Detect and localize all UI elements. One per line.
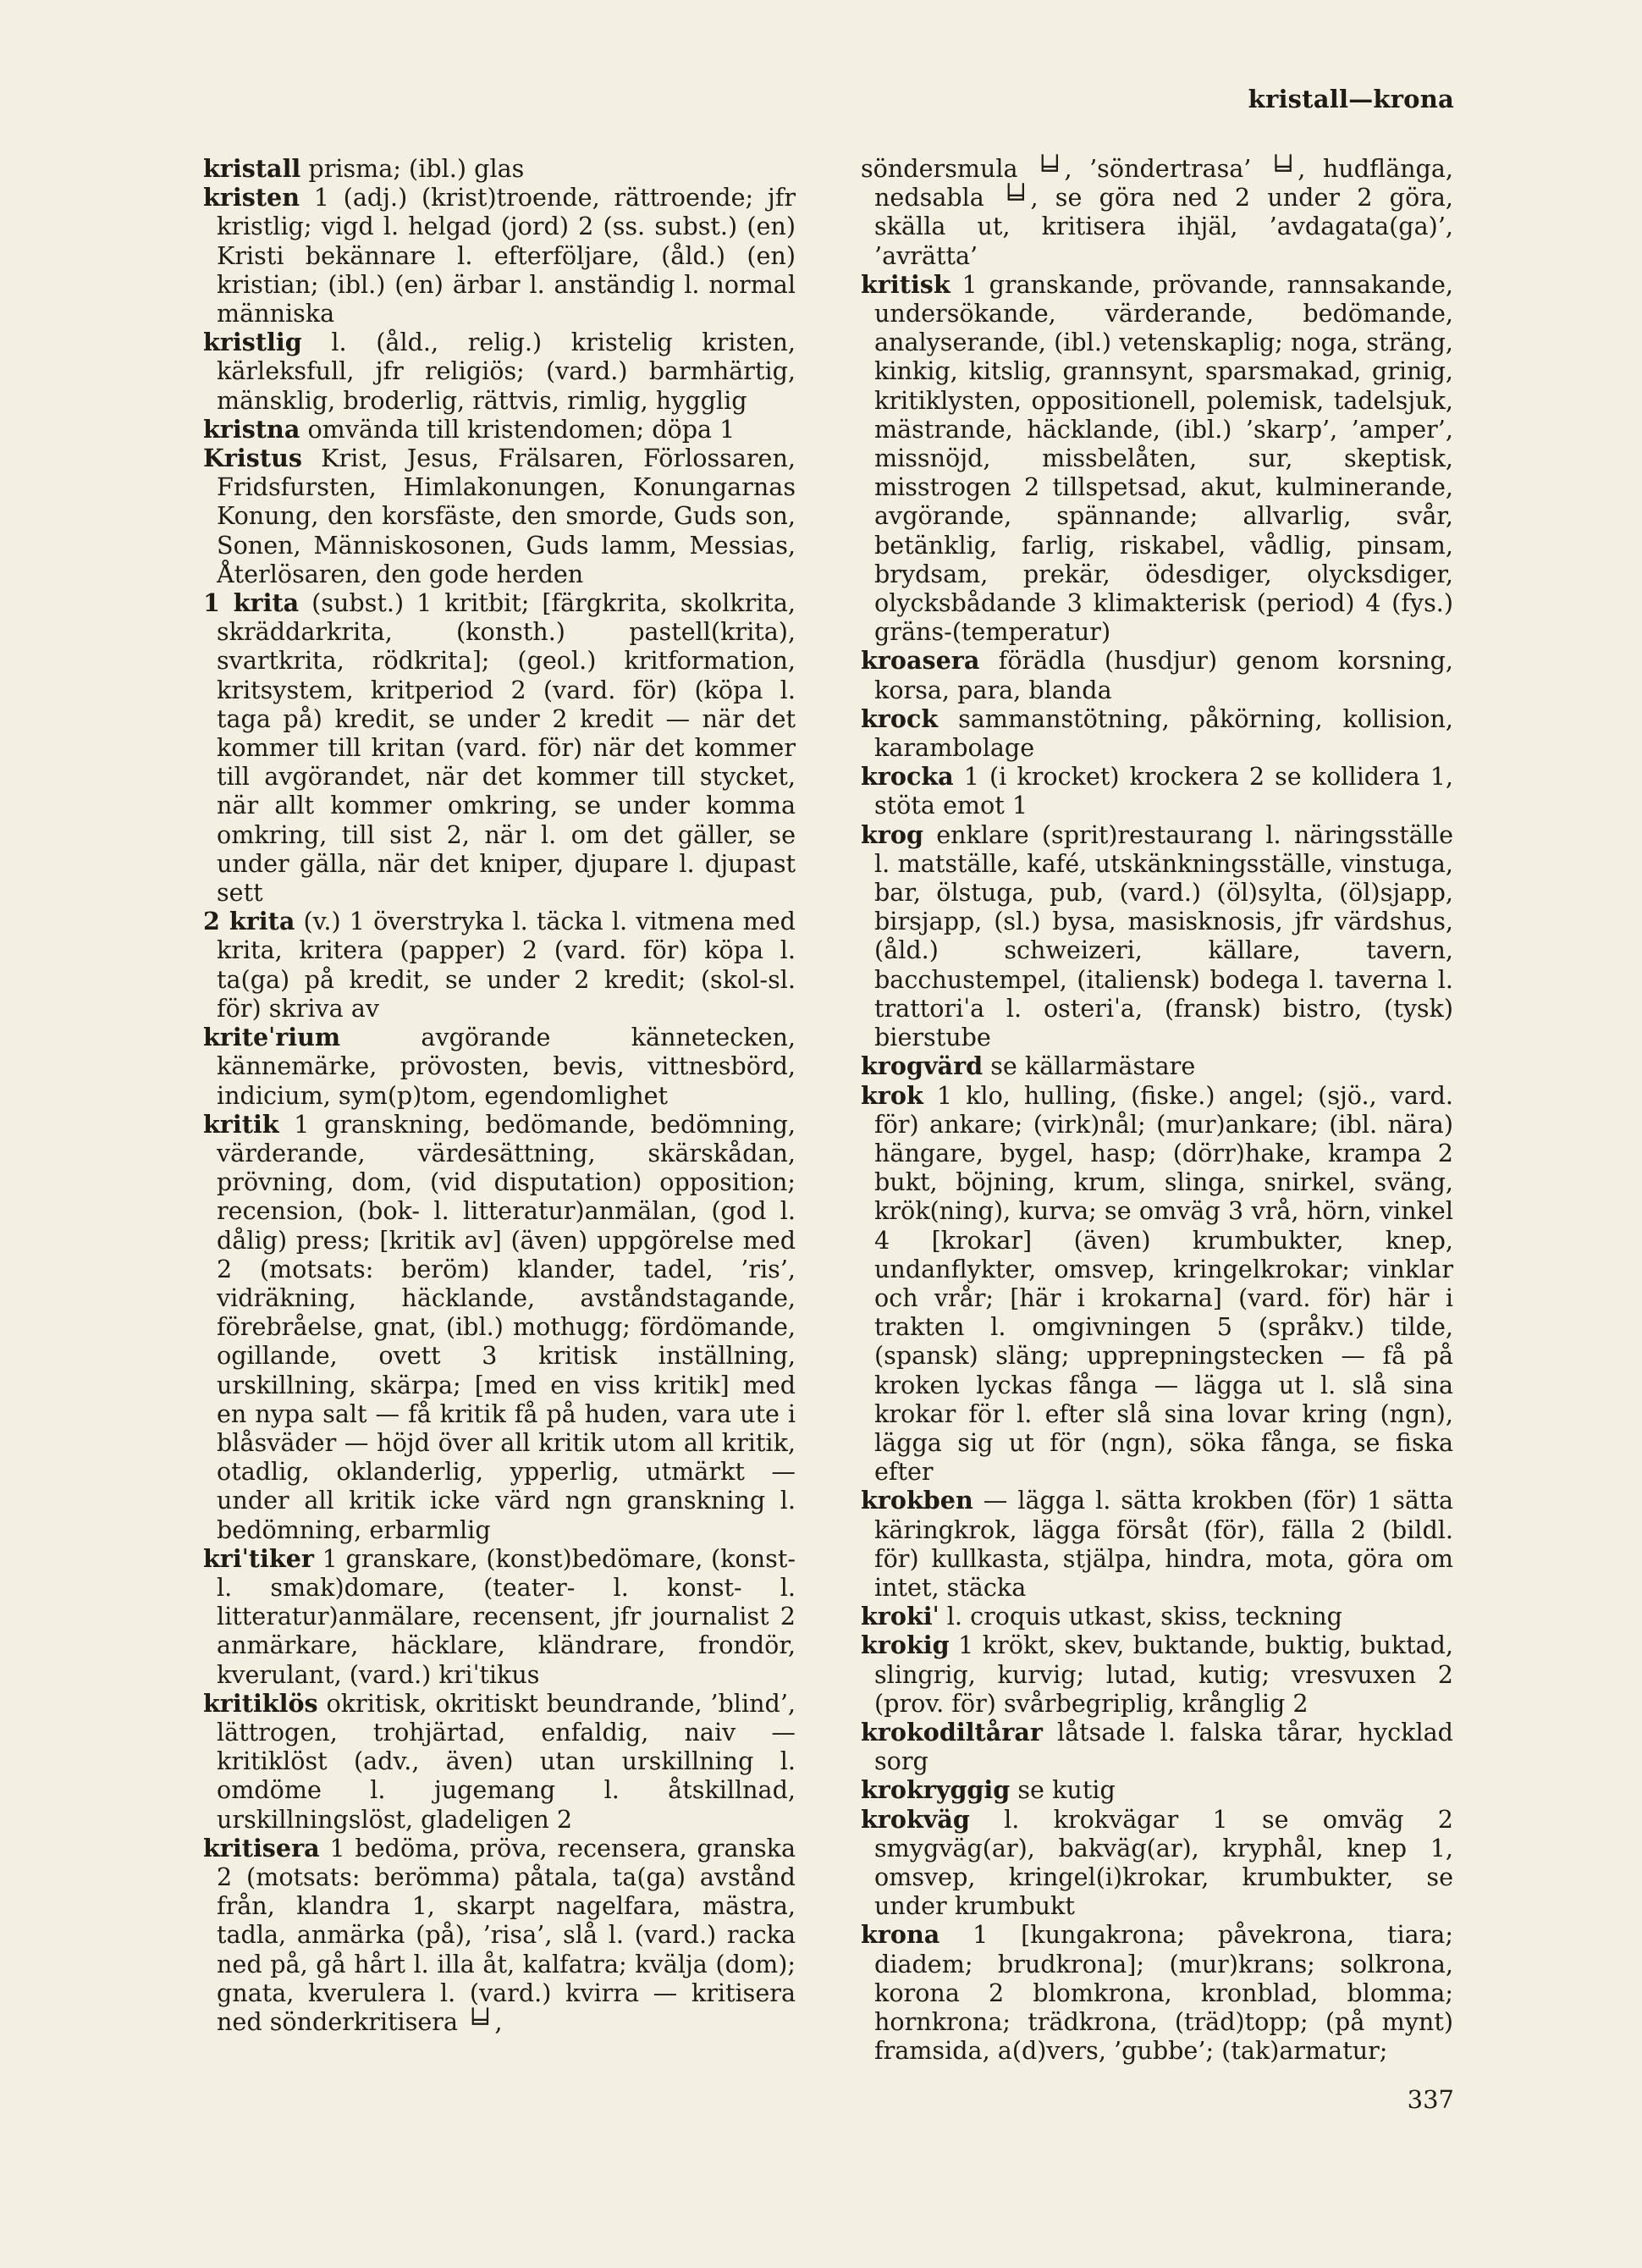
- entry: [203, 154, 796, 183]
- entry-text: 1 krökt, skev, buktande, buktig, buktad, slingrig, kurvig; lutad, kutig; vresvuxen 2 (prov. för) svårbegriplig, krånglig 2: [874, 1631, 1453, 1718]
- entry: [861, 1805, 1453, 1921]
- entry-text: enklare (sprit)restaurang l. näringsställe l. matställe, kafé, utskänkningsställe, vinstuga, bar, ölstuga, pub, (vard.) (öl)sylta, (öl)sjapp, birsjapp, (sl.) bysa, masisknosis, jfr värdshus, (åld.) schweizeri, källare, tavern, bacchustempel, (italiensk) bodega l. taverna l. trattoriˈa l. osteriˈa, (fransk) bistro, (tysk) bierstube: [874, 819, 1453, 1052]
- headword: krokben: [861, 1486, 973, 1515]
- headword: krocka: [861, 762, 954, 792]
- entry: [861, 154, 1453, 270]
- entry-text: 1 granskare, (konst)bedömare, (konst- l. smak)domare, (teater- l. konst- l. litteratur)anmälare, recensent, jfr journalist 2 anmärkare, häcklare, kländrare, frondör, kverulant, (vard.) kriˈtikus: [217, 1543, 796, 1689]
- entry: [861, 1920, 1453, 2065]
- headword: krog: [861, 819, 923, 849]
- entry: [861, 1486, 1453, 1602]
- headword: kroasera: [861, 646, 980, 676]
- entry: [203, 907, 796, 1023]
- entry: [861, 646, 1453, 704]
- entry: [861, 762, 1453, 819]
- entry: [861, 270, 1453, 647]
- entry-text: förädla (husdjur) genom korsning, korsa, para, blanda: [874, 646, 1453, 704]
- entry-text: okritisk, okritiskt beundrande, ’blind’, lättrogen, trohjärtad, enfaldig, naiv — kritiklöst (adv., även) utan urskillning l. omdöme l. jugemang l. åtskillnad, urskillningslöst, gladeligen 2: [217, 1688, 796, 1834]
- entry: [203, 415, 796, 444]
- entry-text: söndersmula ╘╛, ’söndertrasa’ ╘╛, hudflänga, nedsabla ╘╛, se göra ned 2 under 2 göra, skälla ut, kritisera ihjäl, ’avdagata(ga)’, ’avrätta’: [861, 154, 1453, 270]
- headword: krogvärd: [861, 1051, 984, 1081]
- entry: [203, 588, 796, 907]
- entry-text: (v.) 1 överstryka l. täcka l. vitmena med krita, kritera (papper) 2 (vard. för) köpa l. ta(ga) på kredit, se under 2 kredit; (skol-sl. för) skriva av: [217, 907, 796, 1023]
- headword: kristall: [203, 154, 301, 183]
- entry: [203, 1689, 796, 1834]
- right-column: [861, 154, 1453, 2065]
- entry-text: l. (åld., relig.) kristelig kristen, kärleksfull, jfr religiös; (vard.) barmhärtig, mänsklig, broderlig, rättvis, rimlig, hygglig: [217, 328, 796, 415]
- headword: kriˈtiker: [203, 1543, 314, 1573]
- entry: [861, 1631, 1453, 1718]
- headword: 1 krita: [203, 588, 300, 618]
- entry: [203, 1544, 796, 1689]
- headword: krokodiltårar: [861, 1717, 1043, 1747]
- entry-text: 1 (adj.) (krist)troende, rättroende; jfr kristlig; vigd l. helgad (jord) 2 (ss. subst.) (en) Kristi bekännare l. efterföljare, (åld.) (en) kristian; (ibl.) (en) ärbar l. anständig l. normal människa: [217, 183, 796, 328]
- page-number: 337: [1407, 2085, 1454, 2114]
- headword: kritik: [203, 1109, 279, 1139]
- entry-text: l. krokvägar 1 se omväg 2 smygväg(ar), bakväg(ar), kryphål, knep 1, omsvep, kringel(i)krokar, krumbukter, se under krumbukt: [874, 1804, 1453, 1921]
- left-column: [203, 154, 796, 2036]
- entry-text: avgörande kännetecken, kännemärke, prövosten, bevis, vittnesbörd, indicium, sym(p)tom, egendomlighet: [217, 1023, 796, 1110]
- entry-text: prisma; (ibl.) glas: [300, 154, 525, 183]
- entry-text: omvända till kristendomen; döpa 1: [300, 414, 736, 444]
- entry: [203, 1834, 796, 2036]
- entry-text: 1 granskande, prövande, rannsakande, undersökande, värderande, bedömande, analyserande, (ibl.) vetenskaplig; noga, sträng, kinkig, kitslig, grannsynt, sparsmakad, grinig, kritiklysten, oppositionell, polemisk, tadelsjuk, mästrande, häcklande, (ibl.) ’skarp’, ’amper’, missnöjd, missbelåten, sur, skeptisk, misstrogen 2 tillspetsad, akut, kulminerande, avgörande, spännande; allvarlig, svår, betänklig, farlig, riskabel, vådlig, pinsam, brydsam, prekär, ödesdiger, olycksdiger, olycksbådande 3 klimakterisk (period) 4 (fys.) gräns-(temperatur): [874, 269, 1453, 647]
- entry-text: — lägga l. sätta krokben (för) 1 sätta käringkrok, lägga försåt (för), fälla 2 (bildl. för) kullkasta, stjälpa, hindra, mota, göra om intet, stäcka: [874, 1486, 1453, 1602]
- headword: krokiˈ: [861, 1602, 939, 1631]
- entry-text: l. croquis utkast, skiss, teckning: [939, 1602, 1342, 1631]
- headword: krokig: [861, 1631, 950, 1660]
- headword: krokryggig: [861, 1775, 1011, 1805]
- entry-text: låtsade l. falska tårar, hycklad sorg: [874, 1717, 1453, 1776]
- headword: kritisera: [203, 1833, 320, 1862]
- entry: [861, 820, 1453, 1052]
- entry-text: 1 bedöma, pröva, recensera, granska 2 (motsats: berömma) påtala, ta(ga) avstånd från, klandra 1, skarpt nagelfara, mästra, tadla, anmärka (på), ’risa’, slå l. (vard.) racka ned på, gå hårt l. illa åt, kalfatra; kvälja (dom); gnata, kverulera l. (vard.) kvirra — kritisera ned sönderkritisera ╘╛,: [217, 1833, 796, 2036]
- headword: kritiklös: [203, 1688, 318, 1718]
- headword: 2 krita: [203, 907, 295, 936]
- entry: [861, 1775, 1453, 1804]
- entry: [861, 1718, 1453, 1775]
- headword: kristlig: [203, 328, 302, 357]
- entry-text: 1 klo, hulling, (fiske.) angel; (sjö., vard. för) ankare; (virk)nål; (mur)ankare; (ibl. nära) hängare, bygel, hasp; (dörr)hake, krampa 2 bukt, böjning, krum, slinga, snirkel, sväng, krök(ning), kurva; se omväg 3 vrå, hörn, vinkel 4 [krokar] (även) krumbukter, knep, undanflykter, omsvep, kringelkrokar; vinklar och vrår; [här i krokarna] (vard. för) här i trakten l. omgivningen 5 (språkv.) tilde, (spansk) släng; upprepningstecken — få på kroken lyckas fånga — lägga ut l. slå sina krokar för l. efter slå sina lovar kring (ngn), lägga sig ut för (ngn), söka fånga, se fiska efter: [874, 1080, 1453, 1487]
- headword: krokväg: [861, 1804, 970, 1834]
- entry-text: 1 granskning, bedömande, bedömning, värderande, värdesättning, skärskådan, prövning, dom, (vid disputation) opposition; recension, (bok- l. litteratur)anmälan, (god l. dålig) press; [kritik av] (även) uppgörelse med 2 (motsats: beröm) klander, tadel, ’ris’, vidräkning, häcklande, avståndstagande, förebråelse, gnat, (ibl.) mothugg; fördömande, ogillande, ovett 3 kritisk inställning, urskillning, skärpa; [med en viss kritik] med en nypa salt — få kritik få på huden, vara ute i blåsväder — höjd över all kritik utom all kritik, otadlig, oklanderlig, ypperlig, utmärkt — under all kritik icke värd ngn granskning l. bedömning, erbarmlig: [217, 1109, 796, 1544]
- running-head: kristall—krona: [1248, 85, 1454, 113]
- entry-text: 1 (i krocket) krockera 2 se kollidera 1, stöta emot 1: [874, 762, 1453, 820]
- headword: kriteˈrium: [203, 1023, 341, 1052]
- headword: Kristus: [203, 444, 302, 473]
- entry: [203, 1023, 796, 1110]
- headword: kristen: [203, 183, 300, 212]
- entry: [203, 444, 796, 588]
- headword: krona: [861, 1920, 940, 1950]
- entry: [203, 183, 796, 328]
- entry-text: Krist, Jesus, Frälsaren, Förlossaren, Fridsfursten, Himlakonungen, Konungarnas Konung, den korsfäste, den smorde, Guds son, Sonen, Människosonen, Guds lamm, Messias, Återlösaren, den gode herden: [217, 444, 796, 588]
- headword: krok: [861, 1080, 923, 1110]
- entry: [861, 1081, 1453, 1487]
- entry: [861, 1051, 1453, 1080]
- entry-text: se kutig: [1010, 1775, 1116, 1805]
- entry: [861, 1602, 1453, 1631]
- entry-text: (subst.) 1 kritbit; [färgkrita, skolkrita, skräddarkrita, (konsth.) pastell(krita), svartkrita, rödkrita]; (geol.) kritformation, kritsystem, kritperiod 2 (vard. för) (köpa l. taga på) kredit, se under 2 kredit — när det kommer till kritan (vard. för) när det kommer till avgörandet, när det kommer till stycket, när allt kommer omkring, se under komma omkring, till sist 2, när l. om det gäller, se under gälla, när det kniper, djupare l. djupast sett: [217, 588, 796, 908]
- headword: krock: [861, 704, 939, 733]
- entry-text: sammanstötning, påkörning, kollision, karambolage: [874, 704, 1453, 763]
- headword: kristna: [203, 414, 300, 444]
- entry: [203, 328, 796, 415]
- headword: kritisk: [861, 269, 950, 299]
- entry: [861, 704, 1453, 762]
- entry: [203, 1110, 796, 1544]
- entry-text: se källarmästare: [983, 1051, 1196, 1081]
- entry-text: 1 [kungakrona; påvekrona, tiara; diadem; brudkrona]; (mur)krans; solkrona, korona 2 blomkrona, kronblad, blomma; hornkrona; trädkrona, (träd)topp; (på mynt) framsida, a(d)vers, ’gubbe’; (tak)armatur;: [874, 1920, 1453, 2066]
